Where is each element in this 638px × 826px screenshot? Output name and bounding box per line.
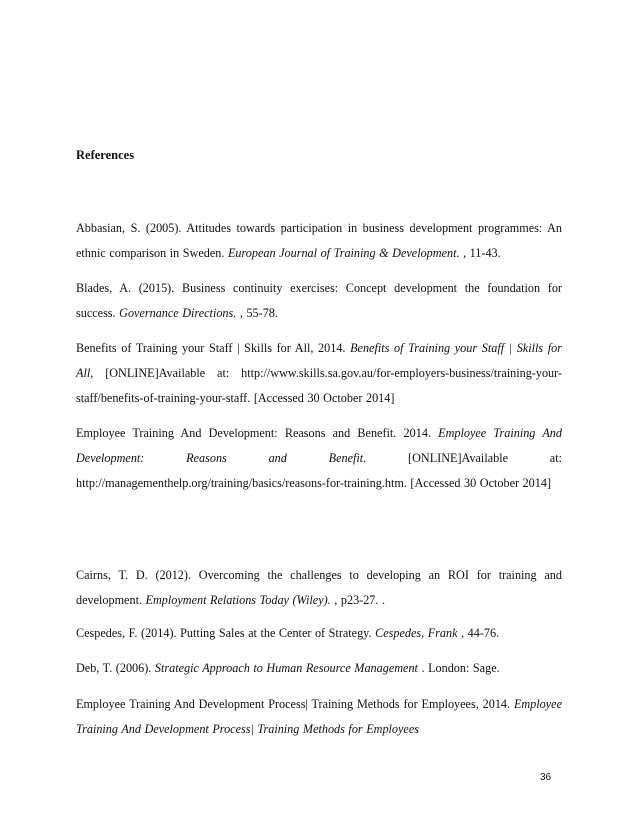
reference-text: Blades, A. (2015). Business continuity exercises: Concept development the foundation for success. (76, 281, 562, 320)
reference-journal: Employment Relations Today (Wiley). (145, 593, 331, 607)
reference-entry-management-help (76, 421, 562, 496)
reference-journal: Governance Directions. (119, 306, 237, 320)
reference-book-title: Strategic Approach to Human Resource Management (154, 661, 418, 675)
reference-text: Employee Training And Development: Reasons and Benefit. 2014. (76, 426, 439, 440)
reference-entry-abbasian (76, 216, 562, 266)
reference-title: Benefits of Training your Staff | Skills for All, (76, 341, 562, 380)
reference-entry-employee-training-process (76, 692, 562, 742)
references-heading: References (76, 148, 135, 162)
reference-text: Cespedes, F. (2014). Putting Sales at the Center of Strategy. (76, 626, 376, 640)
reference-text: Benefits of Training your Staff | Skills for All, 2014. (76, 341, 351, 355)
reference-entry-cairns (76, 563, 562, 613)
reference-entry-blades (76, 276, 562, 326)
reference-text: Abbasian, S. (2005). Attitudes towards participation in business development programmes: An ethnic comparison in Sweden. (76, 221, 562, 260)
reference-journal: Cespedes, Frank (375, 626, 458, 640)
reference-text: Deb, T. (2006). (76, 661, 155, 675)
reference-entry-skills-for-all (76, 336, 562, 411)
page-number: 36 (540, 772, 552, 783)
reference-entry-deb (76, 656, 562, 681)
reference-entry-cespedes (76, 621, 562, 646)
reference-pages: , 44-76. (457, 626, 500, 640)
reference-title: Employee Training And Development Process| Training Methods for Employees (76, 697, 562, 736)
reference-publisher: . London: Sage. (417, 661, 500, 675)
reference-pages: , 11-43. (459, 246, 501, 260)
reference-journal: European Journal of Training & Development. (227, 246, 460, 260)
reference-pages: , 55-78. (236, 306, 278, 320)
reference-pages: , p23-27. . (330, 593, 386, 607)
reference-title: Employee Training And Development: Reasons and Benefit. (76, 426, 562, 465)
reference-text: Cairns, T. D. (2012). Overcoming the challenges to developing an ROI for training and development. (76, 568, 562, 607)
reference-text: Employee Training And Development Process| Training Methods for Employees, 2014. (76, 697, 514, 711)
reference-url: [ONLINE]Available at: http://www.skills.sa.gov.au/for-employers-business/training-your-staff/benefits-of-training-your-staff. [Accessed 30 October 2014] (76, 366, 562, 405)
reference-url: [ONLINE]Available at: http://managementhelp.org/training/basics/reasons-for-training.htm. [Accessed 30 October 2014] (76, 451, 562, 490)
